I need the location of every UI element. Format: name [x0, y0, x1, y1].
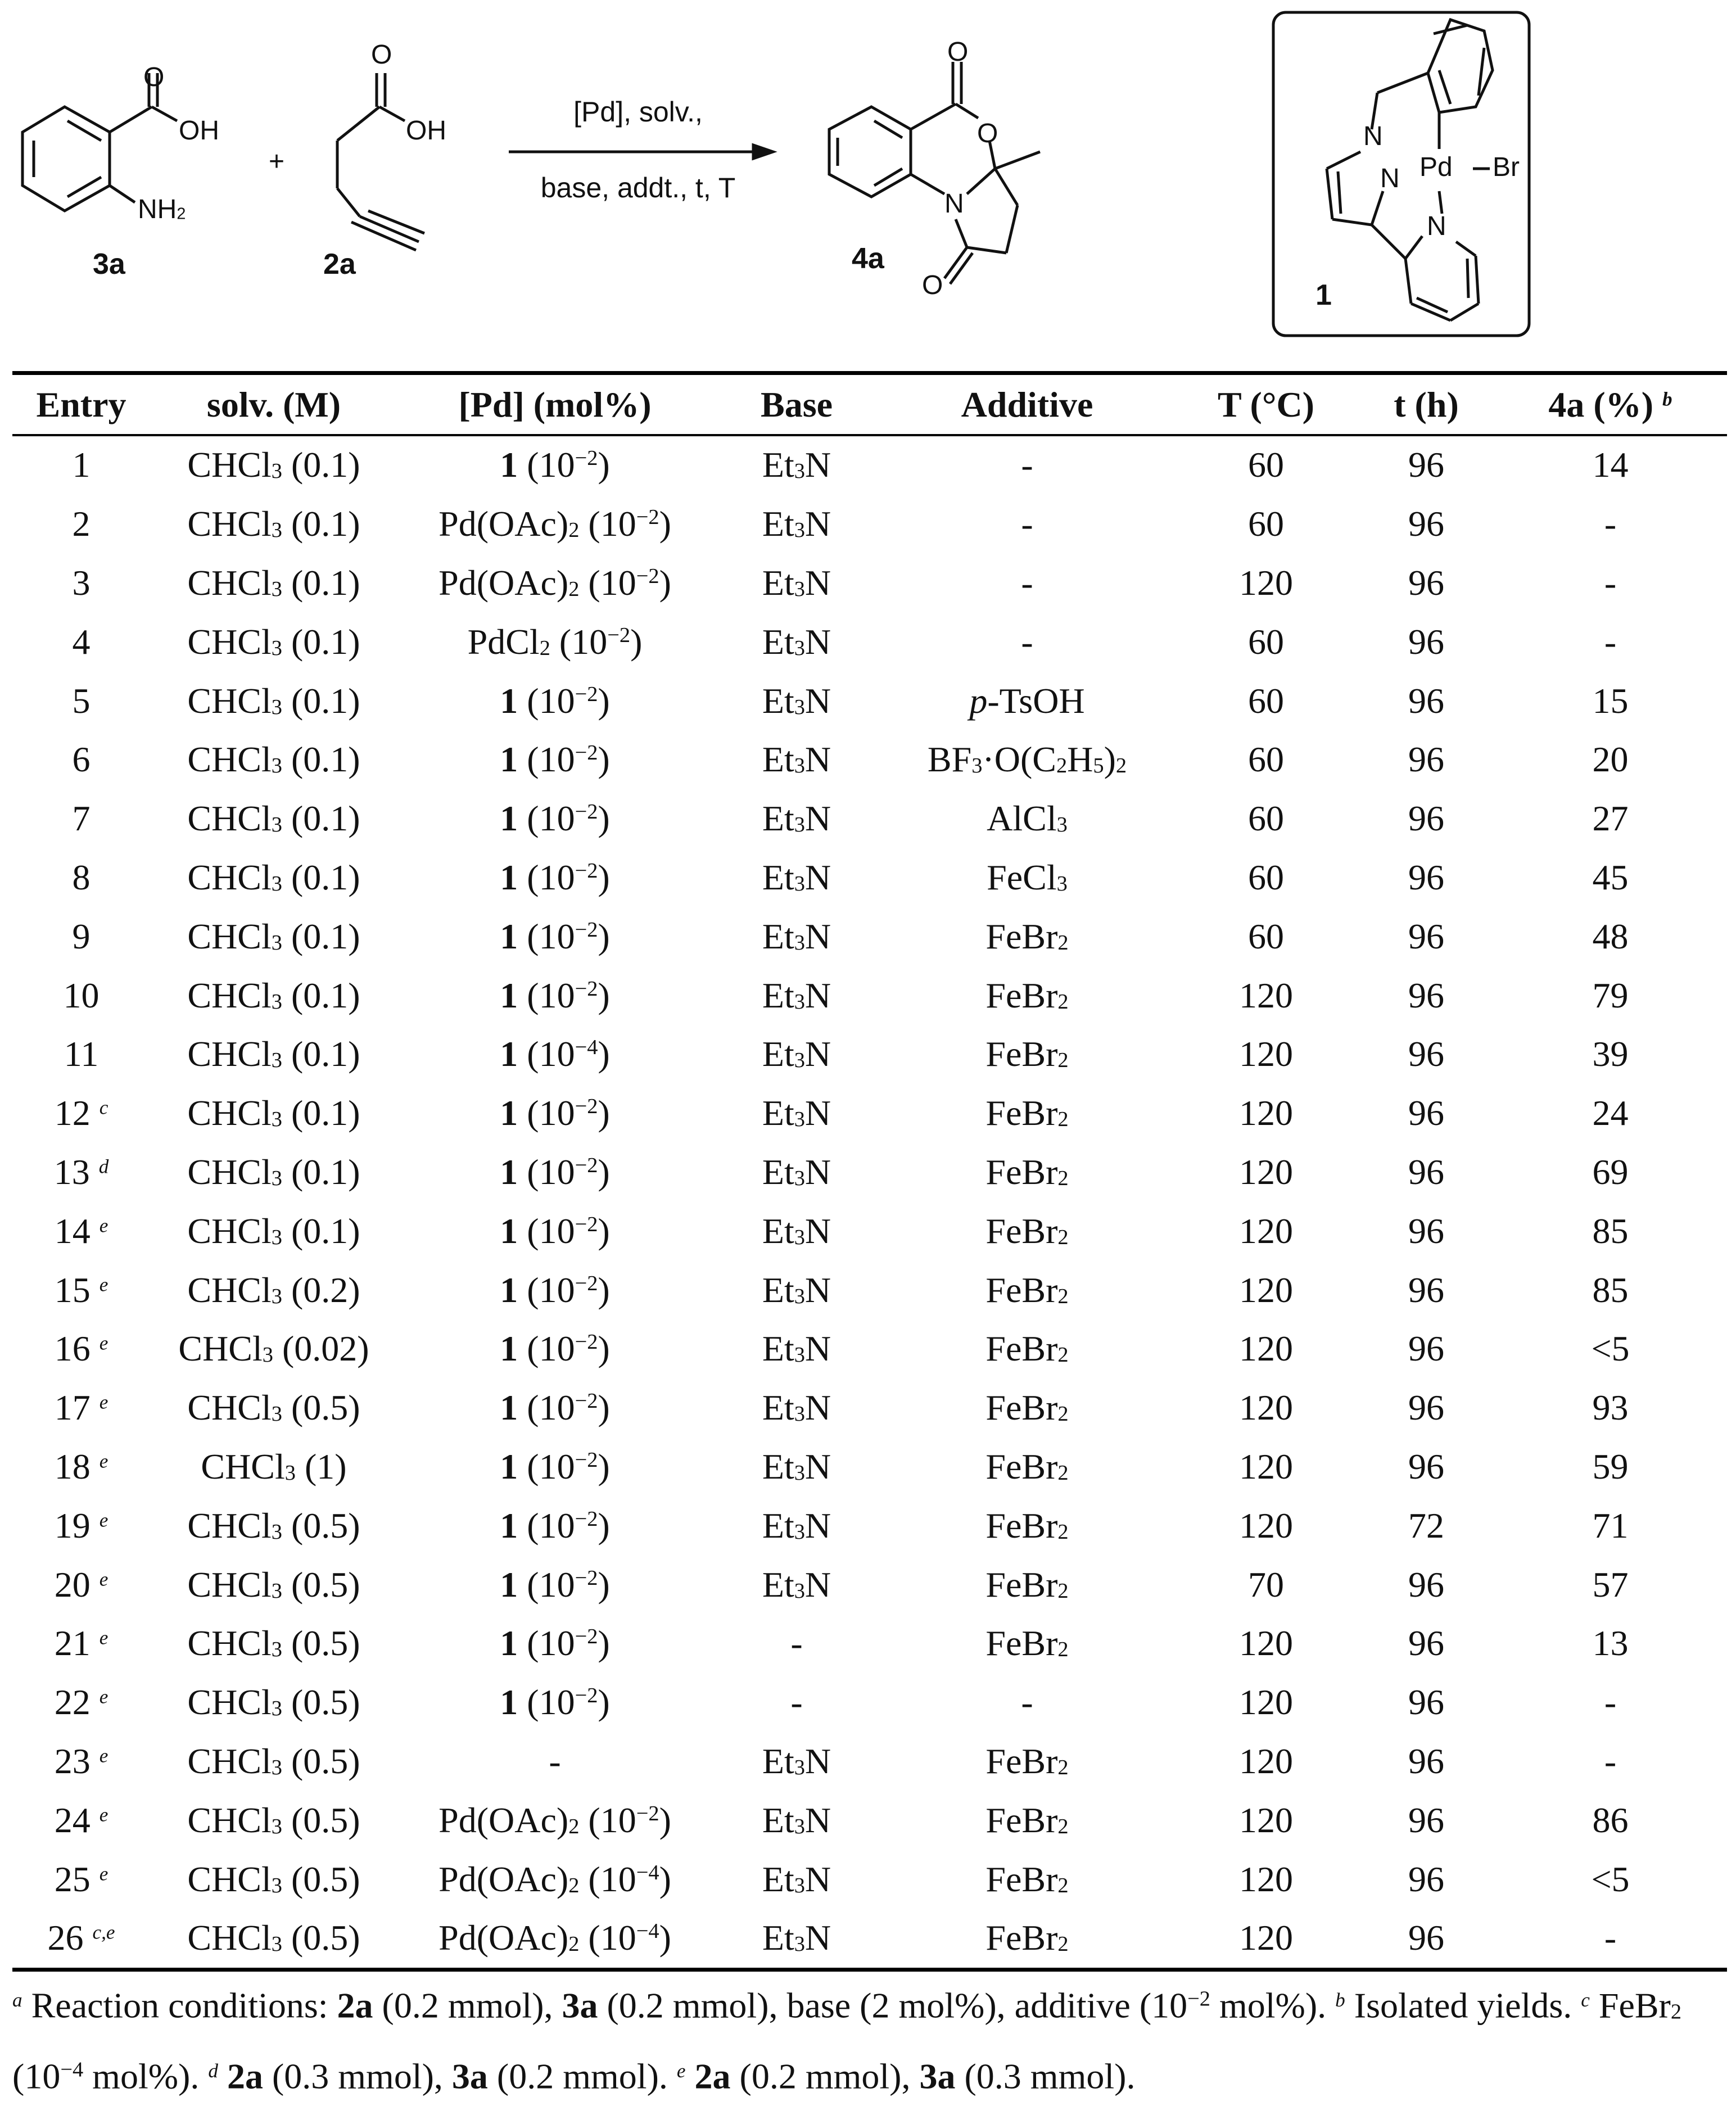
table-row	[12, 1143, 1727, 1202]
solvent-cell: CHCl$_3$ (0.1)	[187, 975, 360, 1015]
additive-cell: -	[1021, 621, 1033, 662]
solvent-cell: CHCl$_3$ (0.1)	[187, 1151, 360, 1192]
atom-n: N	[1363, 121, 1383, 151]
col-base: Base	[761, 385, 833, 424]
pd-cell: 1 $(10^{-2})$	[500, 1210, 610, 1251]
time-cell: 96	[1408, 857, 1444, 897]
yield-cell: -	[1604, 1741, 1617, 1781]
solvent-cell: CHCl$_3$ (0.5)	[187, 1800, 360, 1840]
table-row	[12, 789, 1727, 848]
base-cell: $Et_3N$	[762, 504, 831, 544]
base-cell: $Et_3N$	[762, 1800, 831, 1840]
table-row	[12, 1260, 1727, 1319]
atom-oh: OH	[406, 116, 446, 146]
time-cell: 96	[1408, 1682, 1444, 1723]
additive-cell: FeBr$_2$	[985, 975, 1069, 1015]
temperature-cell: 70	[1248, 1564, 1284, 1605]
pd-cell: 1 $(10^{-4})$	[500, 1034, 610, 1074]
optimization-table	[12, 374, 1727, 1968]
yield-cell: 85	[1592, 1269, 1629, 1310]
pd-cell: -	[549, 1741, 561, 1781]
additive-cell: FeBr$_2$	[985, 1623, 1069, 1664]
additive-cell: FeBr$_2$	[985, 1505, 1069, 1545]
additive-cell: p-TsOH	[969, 680, 1085, 721]
yield-cell: 86	[1592, 1800, 1629, 1840]
col-entry: Entry	[36, 385, 126, 424]
atom-n: N	[1427, 211, 1446, 241]
scheme-structures-drawing	[0, 0, 1736, 349]
base-cell: $Et_3N$	[762, 1151, 831, 1192]
entry-cell: 15 $^e$	[54, 1269, 108, 1310]
pd-cell: 1 $(10^{-2})$	[500, 1564, 610, 1605]
time-cell: 96	[1408, 621, 1444, 662]
time-cell: 96	[1408, 1093, 1444, 1133]
yield-cell: -	[1604, 621, 1617, 662]
time-cell: 96	[1408, 1328, 1444, 1369]
temperature-cell: 120	[1239, 1328, 1293, 1369]
temperature-cell: 120	[1239, 1034, 1293, 1074]
entry-cell: 9	[72, 916, 91, 956]
solvent-cell: CHCl$_3$ (0.1)	[187, 504, 360, 544]
base-cell: $Et_3N$	[762, 798, 831, 839]
temperature-cell: 60	[1248, 621, 1284, 662]
pd-cell: 1 $(10^{-2})$	[500, 857, 610, 897]
atom-pd: Pd	[1419, 152, 1453, 182]
additive-cell: FeBr$_2$	[985, 1446, 1069, 1486]
compound-label-2a: 2a	[323, 248, 356, 281]
additive-cell: FeBr$_2$	[985, 1093, 1069, 1133]
yield-cell: 93	[1592, 1388, 1629, 1428]
additive-cell: FeBr$_2$	[985, 1328, 1069, 1369]
base-cell: $Et_3N$	[762, 739, 831, 780]
temperature-cell: 120	[1239, 562, 1293, 603]
temperature-cell: 60	[1248, 445, 1284, 485]
yield-cell: 57	[1592, 1564, 1629, 1605]
time-cell: 96	[1408, 1388, 1444, 1428]
temperature-cell: 120	[1239, 1446, 1293, 1486]
solvent-cell: CHCl$_3$ (0.5)	[187, 1859, 360, 1899]
yield-cell: 20	[1592, 739, 1629, 780]
base-cell: $Et_3N$	[762, 1859, 831, 1899]
pd-cell: 1 $(10^{-2})$	[500, 1328, 610, 1369]
atom-o: O	[947, 37, 969, 67]
yield-cell: -	[1604, 1918, 1617, 1958]
pd-cell: 1 $(10^{-2})$	[500, 1682, 610, 1723]
time-cell: 72	[1408, 1505, 1444, 1545]
temperature-cell: 60	[1248, 680, 1284, 721]
yield-cell: 69	[1592, 1151, 1629, 1192]
atom-n: N	[1380, 164, 1400, 193]
base-cell: $Et_3N$	[762, 1564, 831, 1605]
solvent-cell: CHCl$_3$ (0.1)	[187, 916, 360, 956]
table-row	[12, 1555, 1727, 1614]
base-cell: $Et_3N$	[762, 1328, 831, 1369]
base-cell: $Et_3N$	[762, 1388, 831, 1428]
base-cell: $Et_3N$	[762, 1918, 831, 1958]
table-row	[12, 1673, 1727, 1732]
compound-label-3a: 3a	[93, 248, 125, 281]
temperature-cell: 60	[1248, 916, 1284, 956]
additive-cell: -	[1021, 445, 1033, 485]
yield-cell: 27	[1592, 798, 1629, 839]
solvent-cell: CHCl$_3$ (0.5)	[187, 1564, 360, 1605]
base-cell: $Et_3N$	[762, 1093, 831, 1133]
additive-cell: FeCl$_3$	[987, 857, 1068, 897]
solvent-cell: CHCl$_3$ (0.5)	[187, 1682, 360, 1723]
temperature-cell: 120	[1239, 1800, 1293, 1840]
temperature-cell: 120	[1239, 1388, 1293, 1428]
temperature-cell: 60	[1248, 739, 1284, 780]
table-row	[12, 554, 1727, 613]
base-cell: $Et_3N$	[762, 1034, 831, 1074]
pd-cell: 1 $(10^{-2})$	[500, 916, 610, 956]
additive-cell: FeBr$_2$	[985, 1269, 1069, 1310]
table-row	[12, 1438, 1727, 1497]
atom-n: N	[944, 189, 964, 219]
time-cell: 96	[1408, 739, 1444, 780]
yield-cell: -	[1604, 562, 1617, 603]
conditions-top: [Pd], solv.,	[573, 96, 703, 128]
base-cell: $Et_3N$	[762, 857, 831, 897]
atom-o: O	[922, 270, 943, 300]
pd-cell: $Pd(OAc)_2$ $(10^{-2})$	[438, 1800, 671, 1840]
solvent-cell: CHCl$_3$ (0.02)	[178, 1328, 369, 1369]
entry-cell: 6	[72, 739, 91, 780]
table-row	[12, 612, 1727, 671]
yield-cell: <5	[1591, 1328, 1630, 1369]
solvent-cell: CHCl$_3$ (0.1)	[187, 739, 360, 780]
entry-cell: 7	[72, 798, 91, 839]
base-cell: -	[790, 1682, 803, 1723]
reaction-scheme	[0, 0, 1736, 349]
entry-cell: 3	[72, 562, 91, 603]
temperature-cell: 60	[1248, 504, 1284, 544]
temperature-cell: 60	[1248, 798, 1284, 839]
table-row	[12, 1025, 1727, 1084]
entry-cell: 1	[72, 445, 91, 485]
temperature-cell: 120	[1239, 1093, 1293, 1133]
additive-cell: $BF_3\cdot O(C_2H_5)_2$	[927, 739, 1127, 780]
time-cell: 96	[1408, 798, 1444, 839]
base-cell: $Et_3N$	[762, 562, 831, 603]
additive-cell: FeBr$_2$	[985, 1918, 1069, 1958]
table-row	[12, 1496, 1727, 1555]
pd-cell: $Pd(OAc)_2$ $(10^{-2})$	[438, 562, 671, 603]
base-cell: $Et_3N$	[762, 1505, 831, 1545]
solvent-cell: CHCl$_3$ (0.1)	[187, 680, 360, 721]
additive-cell: FeBr$_2$	[985, 1564, 1069, 1605]
yield-cell: 71	[1592, 1505, 1629, 1545]
time-cell: 96	[1408, 975, 1444, 1015]
solvent-cell: CHCl$_3$ (0.1)	[187, 798, 360, 839]
solvent-cell: CHCl$_3$ (0.1)	[187, 857, 360, 897]
additive-cell: FeBr$_2$	[985, 916, 1069, 956]
solvent-cell: CHCl$_3$ (0.1)	[187, 562, 360, 603]
solvent-cell: CHCl$_3$ (0.5)	[187, 1623, 360, 1664]
pd-cell: 1 $(10^{-2})$	[500, 1269, 610, 1310]
entry-cell: 4	[72, 621, 91, 662]
table-row	[12, 1614, 1727, 1673]
atom-nh2: $NH_2$	[138, 195, 186, 224]
table-row	[12, 1732, 1727, 1791]
plus-sign: +	[269, 147, 285, 177]
col-additive: Additive	[961, 385, 1093, 424]
entry-cell: 10	[63, 975, 100, 1015]
temperature-cell: 120	[1239, 1859, 1293, 1899]
additive-cell: FeBr$_2$	[985, 1741, 1069, 1781]
entry-cell: 22 $^e$	[54, 1682, 108, 1723]
table-row	[12, 671, 1727, 730]
col-time: t (h)	[1394, 385, 1459, 424]
solvent-cell: CHCl$_3$ (0.1)	[187, 1210, 360, 1251]
footnotes	[12, 1971, 1727, 2106]
temperature-cell: 120	[1239, 1741, 1293, 1781]
time-cell: 96	[1408, 504, 1444, 544]
temperature-cell: 120	[1239, 1682, 1293, 1723]
base-cell: $Et_3N$	[762, 975, 831, 1015]
pd-cell: 1 $(10^{-2})$	[500, 1446, 610, 1486]
entry-cell: 2	[72, 504, 91, 544]
pd-cell: 1 $(10^{-2})$	[500, 1093, 610, 1133]
solvent-cell: CHCl$_3$ (1)	[201, 1446, 347, 1486]
yield-cell: 13	[1592, 1623, 1629, 1664]
time-cell: 96	[1408, 1034, 1444, 1074]
additive-cell: FeBr$_2$	[985, 1388, 1069, 1428]
footnote-a: $^a$ Reaction conditions: 2a (0.2 mmol), 3a (0.2 mmol), base (2 mol%), additive ($10^{-2}$ mol%). $^b$ Isolated yields. $^c$ FeBr$_2$ ($10^{-4}$ mol%). $^d$ 2a (0.3 mmol), 3a (0.2 mmol). $^e$ 2a (0.2 mmol), 3a (0.3 mmol).	[12, 1985, 1682, 2096]
yield-cell: -	[1604, 504, 1617, 544]
time-cell: 96	[1408, 1446, 1444, 1486]
atom-oh: OH	[179, 116, 219, 146]
entry-cell: 20 $^e$	[54, 1564, 108, 1605]
yield-cell: 39	[1592, 1034, 1629, 1074]
time-cell: 96	[1408, 1210, 1444, 1251]
table-row	[12, 495, 1727, 554]
table-body	[12, 436, 1727, 1968]
entry-cell: 11	[64, 1034, 99, 1074]
additive-cell: AlCl$_3$	[987, 798, 1068, 839]
base-cell: $Et_3N$	[762, 1446, 831, 1486]
solvent-cell: CHCl$_3$ (0.1)	[187, 1093, 360, 1133]
temperature-cell: 60	[1248, 857, 1284, 897]
time-cell: 96	[1408, 445, 1444, 485]
entry-cell: 14 $^e$	[54, 1210, 108, 1251]
solvent-cell: CHCl$_3$ (0.5)	[187, 1918, 360, 1958]
atom-o: O	[143, 62, 165, 92]
solvent-cell: CHCl$_3$ (0.5)	[187, 1388, 360, 1428]
pd-cell: 1 $(10^{-2})$	[500, 1505, 610, 1545]
table-row	[12, 1379, 1727, 1438]
pd-cell: 1 $(10^{-2})$	[500, 798, 610, 839]
base-cell: $Et_3N$	[762, 1210, 831, 1251]
time-cell: 96	[1408, 1859, 1444, 1899]
solvent-cell: CHCl$_3$ (0.5)	[187, 1505, 360, 1545]
table-row	[12, 1909, 1727, 1968]
entry-cell: 16 $^e$	[54, 1328, 108, 1369]
yield-cell: 59	[1592, 1446, 1629, 1486]
entry-cell: 26 $^{c,e}$	[47, 1918, 115, 1958]
time-cell: 96	[1408, 1623, 1444, 1664]
entry-cell: 24 $^e$	[54, 1800, 108, 1840]
table-row	[12, 907, 1727, 966]
compound-label-1: 1	[1315, 279, 1332, 311]
temperature-cell: 120	[1239, 1269, 1293, 1310]
atom-o: O	[977, 119, 998, 148]
time-cell: 96	[1408, 680, 1444, 721]
entry-cell: 18 $^e$	[54, 1446, 108, 1486]
compound-label-4a: 4a	[852, 242, 884, 275]
pd-cell: PdCl$_2$ $(10^{-2})$	[467, 621, 643, 662]
temperature-cell: 120	[1239, 1918, 1293, 1958]
additive-cell: FeBr$_2$	[985, 1210, 1069, 1251]
time-cell: 96	[1408, 916, 1444, 956]
conditions-bottom: base, addt., t, T	[540, 172, 736, 204]
temperature-cell: 120	[1239, 1210, 1293, 1251]
yield-cell: 79	[1592, 975, 1629, 1015]
table-row	[12, 1201, 1727, 1260]
solvent-cell: CHCl$_3$ (0.1)	[187, 621, 360, 662]
col-solvent: solv. (M)	[206, 385, 341, 424]
table-row	[12, 436, 1727, 495]
time-cell: 96	[1408, 1918, 1444, 1958]
pd-cell: 1 $(10^{-2})$	[500, 975, 610, 1015]
time-cell: 96	[1408, 1564, 1444, 1605]
entry-cell: 21 $^e$	[54, 1623, 108, 1664]
pd-cell: $Pd(OAc)_2$ $(10^{-2})$	[438, 504, 671, 544]
col-yield: 4a (%) $^b$	[1548, 385, 1672, 424]
temperature-cell: 120	[1239, 1623, 1293, 1664]
base-cell: $Et_3N$	[762, 1741, 831, 1781]
additive-cell: FeBr$_2$	[985, 1800, 1069, 1840]
entry-cell: 19 $^e$	[54, 1505, 108, 1545]
entry-cell: 8	[72, 857, 91, 897]
yield-cell: 24	[1592, 1093, 1629, 1133]
base-cell: $Et_3N$	[762, 621, 831, 662]
pd-cell: 1 $(10^{-2})$	[500, 739, 610, 780]
additive-cell: -	[1021, 504, 1033, 544]
base-cell: -	[790, 1623, 803, 1664]
yield-cell: 14	[1592, 445, 1629, 485]
time-cell: 96	[1408, 1269, 1444, 1310]
base-cell: $Et_3N$	[762, 916, 831, 956]
table-row	[12, 848, 1727, 907]
pd-cell: 1 $(10^{-2})$	[500, 1388, 610, 1428]
entry-cell: 12 $^c$	[54, 1093, 108, 1133]
table-row	[12, 1850, 1727, 1909]
additive-cell: FeBr$_2$	[985, 1034, 1069, 1074]
entry-cell: 13 $^d$	[53, 1151, 109, 1192]
pd-cell: 1 $(10^{-2})$	[500, 445, 610, 485]
time-cell: 96	[1408, 1741, 1444, 1781]
time-cell: 96	[1408, 562, 1444, 603]
temperature-cell: 120	[1239, 1151, 1293, 1192]
additive-cell: -	[1021, 562, 1033, 603]
entry-cell: 5	[72, 680, 91, 721]
yield-cell: 85	[1592, 1210, 1629, 1251]
table-row	[12, 1791, 1727, 1850]
col-pd: [Pd] (mol%)	[458, 385, 652, 424]
solvent-cell: CHCl$_3$ (0.5)	[187, 1741, 360, 1781]
base-cell: $Et_3N$	[762, 445, 831, 485]
yield-cell: <5	[1591, 1859, 1630, 1899]
table-row	[12, 966, 1727, 1025]
base-cell: $Et_3N$	[762, 1269, 831, 1310]
additive-cell: FeBr$_2$	[985, 1859, 1069, 1899]
base-cell: $Et_3N$	[762, 680, 831, 721]
entry-cell: 23 $^e$	[54, 1741, 108, 1781]
solvent-cell: CHCl$_3$ (0.1)	[187, 445, 360, 485]
yield-cell: 45	[1592, 857, 1629, 897]
col-temperature: T (°C)	[1218, 385, 1314, 424]
yield-cell: 48	[1592, 916, 1629, 956]
temperature-cell: 120	[1239, 1505, 1293, 1545]
pd-cell: $Pd(OAc)_2$ $(10^{-4})$	[438, 1918, 671, 1958]
time-cell: 96	[1408, 1151, 1444, 1192]
table-row	[12, 1319, 1727, 1379]
atom-o: O	[371, 40, 392, 70]
atom-br: Br	[1493, 152, 1520, 182]
yield-cell: -	[1604, 1682, 1617, 1723]
solvent-cell: CHCl$_3$ (0.2)	[187, 1269, 360, 1310]
pd-cell: 1 $(10^{-2})$	[500, 1151, 610, 1192]
time-cell: 96	[1408, 1800, 1444, 1840]
additive-cell: -	[1021, 1682, 1033, 1723]
temperature-cell: 120	[1239, 975, 1293, 1015]
pd-cell: $Pd(OAc)_2$ $(10^{-4})$	[438, 1859, 671, 1899]
solvent-cell: CHCl$_3$ (0.1)	[187, 1034, 360, 1074]
pd-cell: 1 $(10^{-2})$	[500, 1623, 610, 1664]
table-row	[12, 730, 1727, 789]
table-row	[12, 1084, 1727, 1143]
entry-cell: 25 $^e$	[54, 1859, 108, 1899]
pd-cell: 1 $(10^{-2})$	[500, 680, 610, 721]
table-header-row	[12, 374, 1727, 436]
additive-cell: FeBr$_2$	[985, 1151, 1069, 1192]
entry-cell: 17 $^e$	[54, 1388, 108, 1428]
yield-cell: 15	[1592, 680, 1629, 721]
